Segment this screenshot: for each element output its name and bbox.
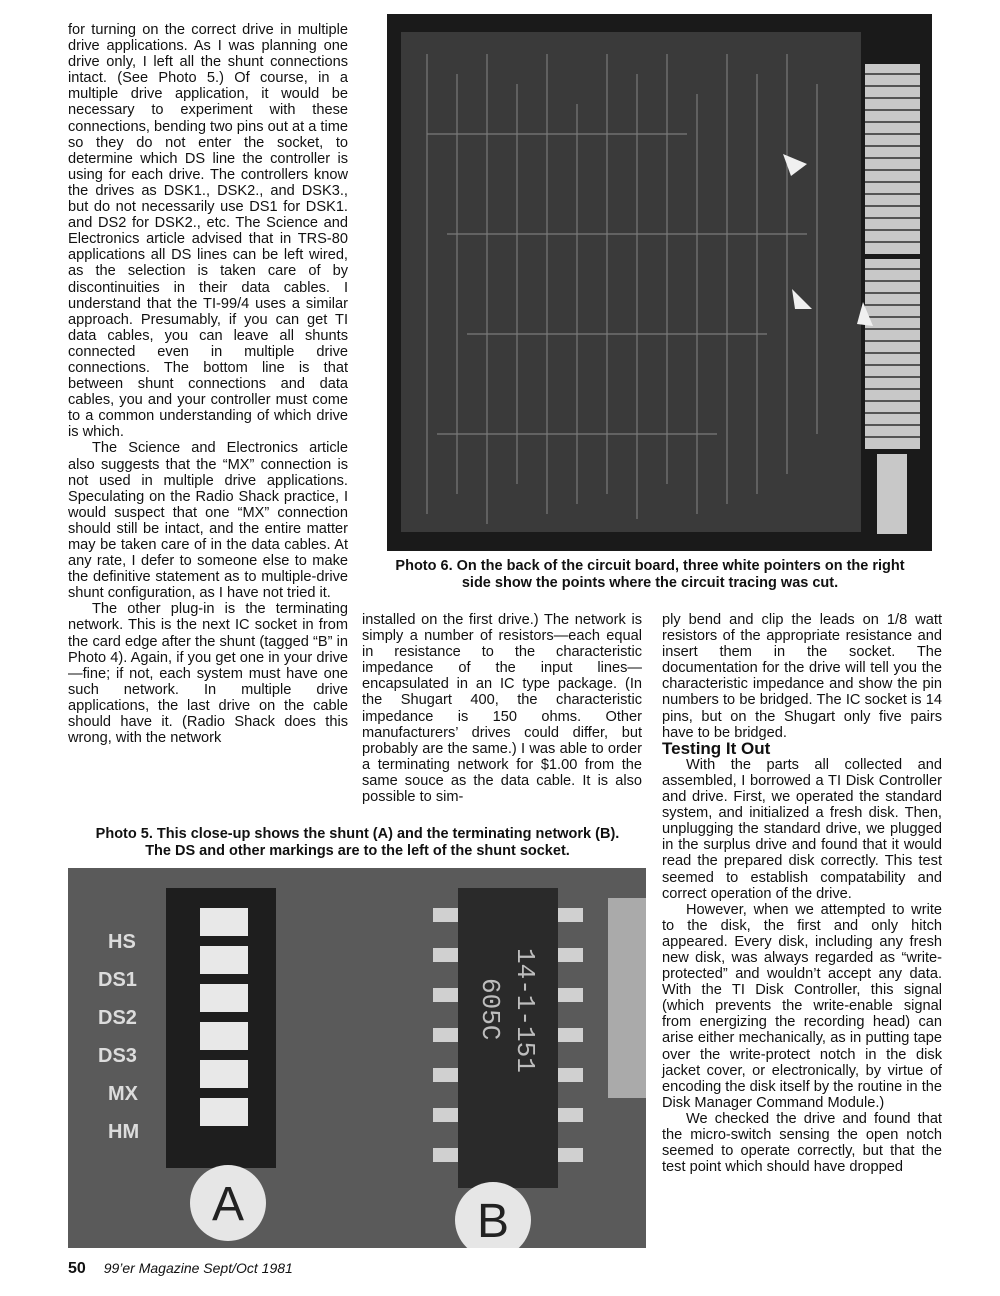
section-heading: Testing It Out [662,738,771,758]
column-3 [662,612,942,1175]
circuit-board-image [387,14,932,551]
paragraph: We checked the drive and found that the micro-switch sensing the open notch seemed to operate correctly, but that the test point which should have dropped [662,1110,942,1176]
tag-a-label: A [211,1178,245,1231]
photo-5-caption [70,826,645,860]
caption-line: Photo 6. On the back of the circuit board, three white pointers on the right [395,558,905,574]
caption-line: side show the points where the circuit tracing was cut. [461,575,839,591]
paragraph: installed on the first drive.) The network is simply a number of resistors—each equal in resistance to the characteristic impedance of the input lines—encapsulated in an IC type package. (In the Shugart 400, the characteristic impedance is 150 ohms. Other manufacturers’ drives could differ, but probably are the same.) I was able to order a terminating network for $1.00 from the same souce as the data cable. It is also possible to sim- [362,612,642,806]
caption-line: Photo 5. This close-up shows the shunt (A) and the terminating network (B). [95,826,620,842]
photo-6-circuit-board [387,14,932,551]
shunt-label: DS3 [98,1045,137,1067]
shunt-label: MX [108,1083,138,1105]
paragraph: With the parts all collected and assembled, I borrowed a TI Disk Controller and drive. First, we operated the standard system, and initialized a fresh disk. Then, unplugging the standard drive, we plugged in the surplus drive and found that it would read the prepared disk correctly. This test seemed to establish compatability and correct operation of the drive. [662,756,942,902]
shunt-label: DS2 [98,1007,137,1029]
paragraph: for turning on the correct drive in multiple drive applications. As I was planning one drive only, I left all the shunt connections intact. (See Photo 5.) Of course, in a multiple drive application, it would be necessary to experiment with these connections, bending two pins out at a time so they do not enter the socket, to determine which DS line the controller is using for each drive. The controllers know the drives as DSK1., DSK2., and DSK3., but do not necessarily use DS1 for DSK1. and DS2 for DSK2., etc. The Science and Electronics article advised that in TRS-80 applications all DS lines can be left wired, as the selection is taken care of by discontinuities in their data cables. I understand that the TI-99/4 uses a similar approach. Presumably, if you can get TI data cables, you can leave all shunts connected even in multiple drive connections. The bottom line is that between shunt connections and data cables, you and your controller must come to a common understanding of which drive is which. [68,22,348,441]
shunt-closeup-image [68,868,646,1248]
caption-line: The DS and other markings are to the left of the shunt socket. [145,843,570,859]
paragraph: The Science and Electronics article also suggests that the “MX” connection is not used in multiple drive applications. Speculating on the Radio Shack practice, I would suspect that one “MX” connection should still be intact, and the entire matter may be taken care of in the data cables. At any rate, I defer to someone else to make the definitive statement as to multiple-drive shunt configuration, as I have not tried it. [68,440,348,602]
paragraph: However, when we attempted to write to the disk, the first and only hitch appeared. Every disk, including any fresh new disk, was always regarded as “write-protected” and wouldn’t accept any data. With the TI Disk Controller, this signal (which prevents the write-enable signal from energizing the recording head) can arise either mechanically, as in putting tape over the write-protect notch in the disk jacket cover, or electronically, by virtue of encoding the disk itself by the routine in the Disk Manager Command Module.) [662,901,942,1111]
photo-5-shunt-closeup [68,868,646,1248]
shunt-label: DS1 [98,969,137,991]
shunt-label: HS [108,931,136,953]
column-1 [68,22,348,746]
paragraph: The other plug-in is the terminating network. This is the next IC socket in from the card edge after the shunt (tagged “B” in Photo 4). Again, if you get one in your drive—fine; if not, each system must have one such network. In multiple drive applications, the last drive on the cable should have it. (Radio Shack does this wrong, with the network [68,601,348,747]
magazine-name: 99’er Magazine Sept/Oct 1981 [103,1260,293,1276]
tag-b-label: B [476,1195,510,1248]
page-number: 50 [68,1260,86,1277]
paragraph: ply bend and clip the leads on 1/8 watt resistors of the appropriate resistance and insert them in the socket. The documentation for the drive will tell you the characteristic impedance and show the pin numbers to be bridged. The IC socket is 14 pins, but on the Shugart only five pairs have to be bridged. [662,612,942,741]
ic-marking: 14-1-151 [510,948,540,1073]
column-2 [362,612,642,805]
page-footer [68,1260,293,1278]
shunt-label: HM [108,1121,140,1143]
photo-6-caption [370,558,930,592]
ic-marking: 605C [475,978,505,1041]
